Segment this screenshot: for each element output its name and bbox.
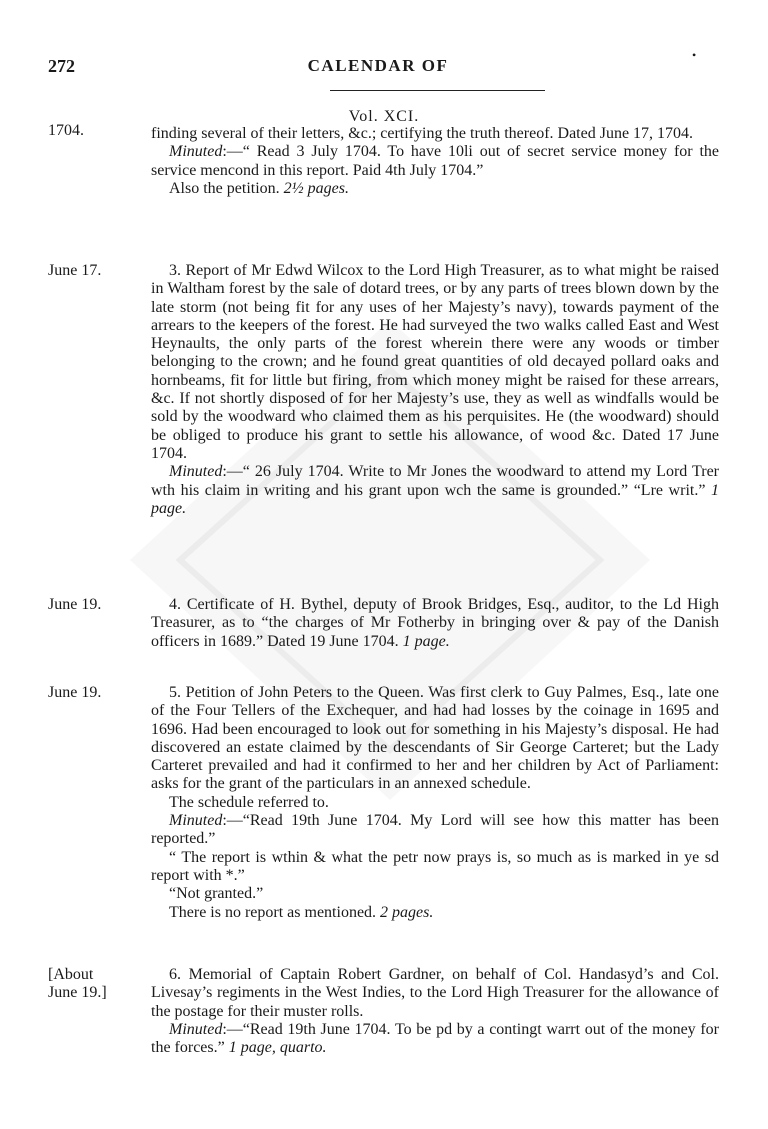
page-count: 1 page. [402, 632, 450, 650]
entry-date: [About June 19.] [48, 966, 107, 1001]
minute-label: Minuted [169, 812, 223, 830]
minute-text: :—“Read 19th June 1704. My Lord will see how this matter has been reported.” [151, 812, 719, 848]
entry-text: 5. Petition of John Peters to the Queen. Was first clerk to Guy Palmes, Esq., late one of the Four Tellers of the Exchequer, and had had losses by the coinage in 1695 and 1696. Had been encouraged to look out for something in his Majesty’s disposal. He had discovered an estate claimed by the descendants of Sir George Carteret; but the Lady Carteret prevailed and had it confirmed to her and her children by Act of Parliament: asks for the grant of the particulars in an annexed schedule. [151, 684, 719, 793]
minute-label: Minuted [169, 1020, 223, 1038]
entry-report-wilcox [48, 262, 720, 592]
volume-heading: Vol. XCI. [348, 108, 420, 125]
page-count: 1 page. [151, 481, 720, 517]
page-count: 2 pages. [380, 903, 434, 921]
page-header [48, 56, 708, 80]
minute-text: :—“ Read 3 July 1704. To have 10li out of secret service money for the service mencond in this report. Paid 4th July 1704.” [151, 143, 719, 179]
entry-date: 1704. [48, 122, 84, 139]
entry-text: 3. Report of Mr Edwd Wilcox to the Lord High Treasurer, as to what might be raised in Waltham forest by the sale of dotard trees, or by any parts of trees blown down by the late storm (not being fit for any uses of her Majesty’s navy), towards payment of the arrears to the keepers of the forest. He had surveyed the two walks called East and West Heynaults, the only parts of the forest wherein there were any woods or timber belonging to the crown; and he found great quantities of old decayed pollard oaks and hornbeams, fit for little but firing, from which money might be raised for these arrears, &c. If not shortly disposed of for her Majesty’s use, they as well as windfalls would be sold by the woodward who claimed them as his perquisites. He (the woodward) should be obliged to produce his grant to settle his allowance, of wood &c. Dated 17 June 1704. [151, 262, 719, 462]
running-title: CALENDAR OF [307, 56, 449, 75]
minute-label: Minuted [169, 463, 223, 481]
entry-date: June 19. [48, 684, 102, 701]
entry-text: finding several of their letters, &c.; certifying the truth thereof. Dated June 17, 1704. [151, 125, 694, 142]
minute-text: :—“ 26 July 1704. Write to Mr Jones the woodward to attend my Lord Trer wth his claim in writing and his grant upon wch the same is grounded.” “Lre writ.” [151, 463, 719, 499]
entry-extra: Also the petition. [169, 179, 280, 197]
schedule-note: The schedule referred to. [169, 793, 329, 811]
entry-memorial-gardner [48, 966, 719, 1086]
minute-text: :—“Read 19th June 1704. To be pd by a contingt warrt out of the money for the forces.” [151, 1020, 719, 1057]
entry-petition-peters [48, 684, 719, 952]
entry-continued [48, 122, 719, 252]
minute-label: Minuted [169, 143, 223, 161]
entry-text: 4. Certificate of H. Bythel, deputy of Brook Bridges, Esq., auditor, to the Ld High Treasurer, as to “the charges of Mr Fotherby in bringing over & pay of the Danish officers in 1689.” Dated 19 June 1704. [151, 596, 719, 650]
entry-text: 6. Memorial of Captain Robert Gardner, on behalf of Col. Handasyd’s and Col. Livesay’s regiments in the West Indies, to the Lord High Treasurer for the allowance of the postage for their muster rolls. [151, 966, 719, 1020]
page-number: 272 [48, 56, 75, 76]
page-count: 1 page, quarto. [228, 1039, 327, 1057]
header-rule [330, 90, 545, 91]
ink-dot: • [692, 48, 697, 62]
entry-date: June 19. [48, 596, 102, 613]
entry-extra: There is no report as mentioned. [169, 903, 377, 921]
minute-quote-not-granted: “Not granted.” [169, 885, 264, 903]
entry-date: June 17. [48, 262, 102, 279]
entry-certificate-bythel [48, 596, 719, 668]
page-count: 2½ pages. [283, 179, 349, 197]
minute-quote: “ The report is wthin & what the petr now prays is, so much as is marked in ye sd report with *.” [151, 848, 719, 884]
